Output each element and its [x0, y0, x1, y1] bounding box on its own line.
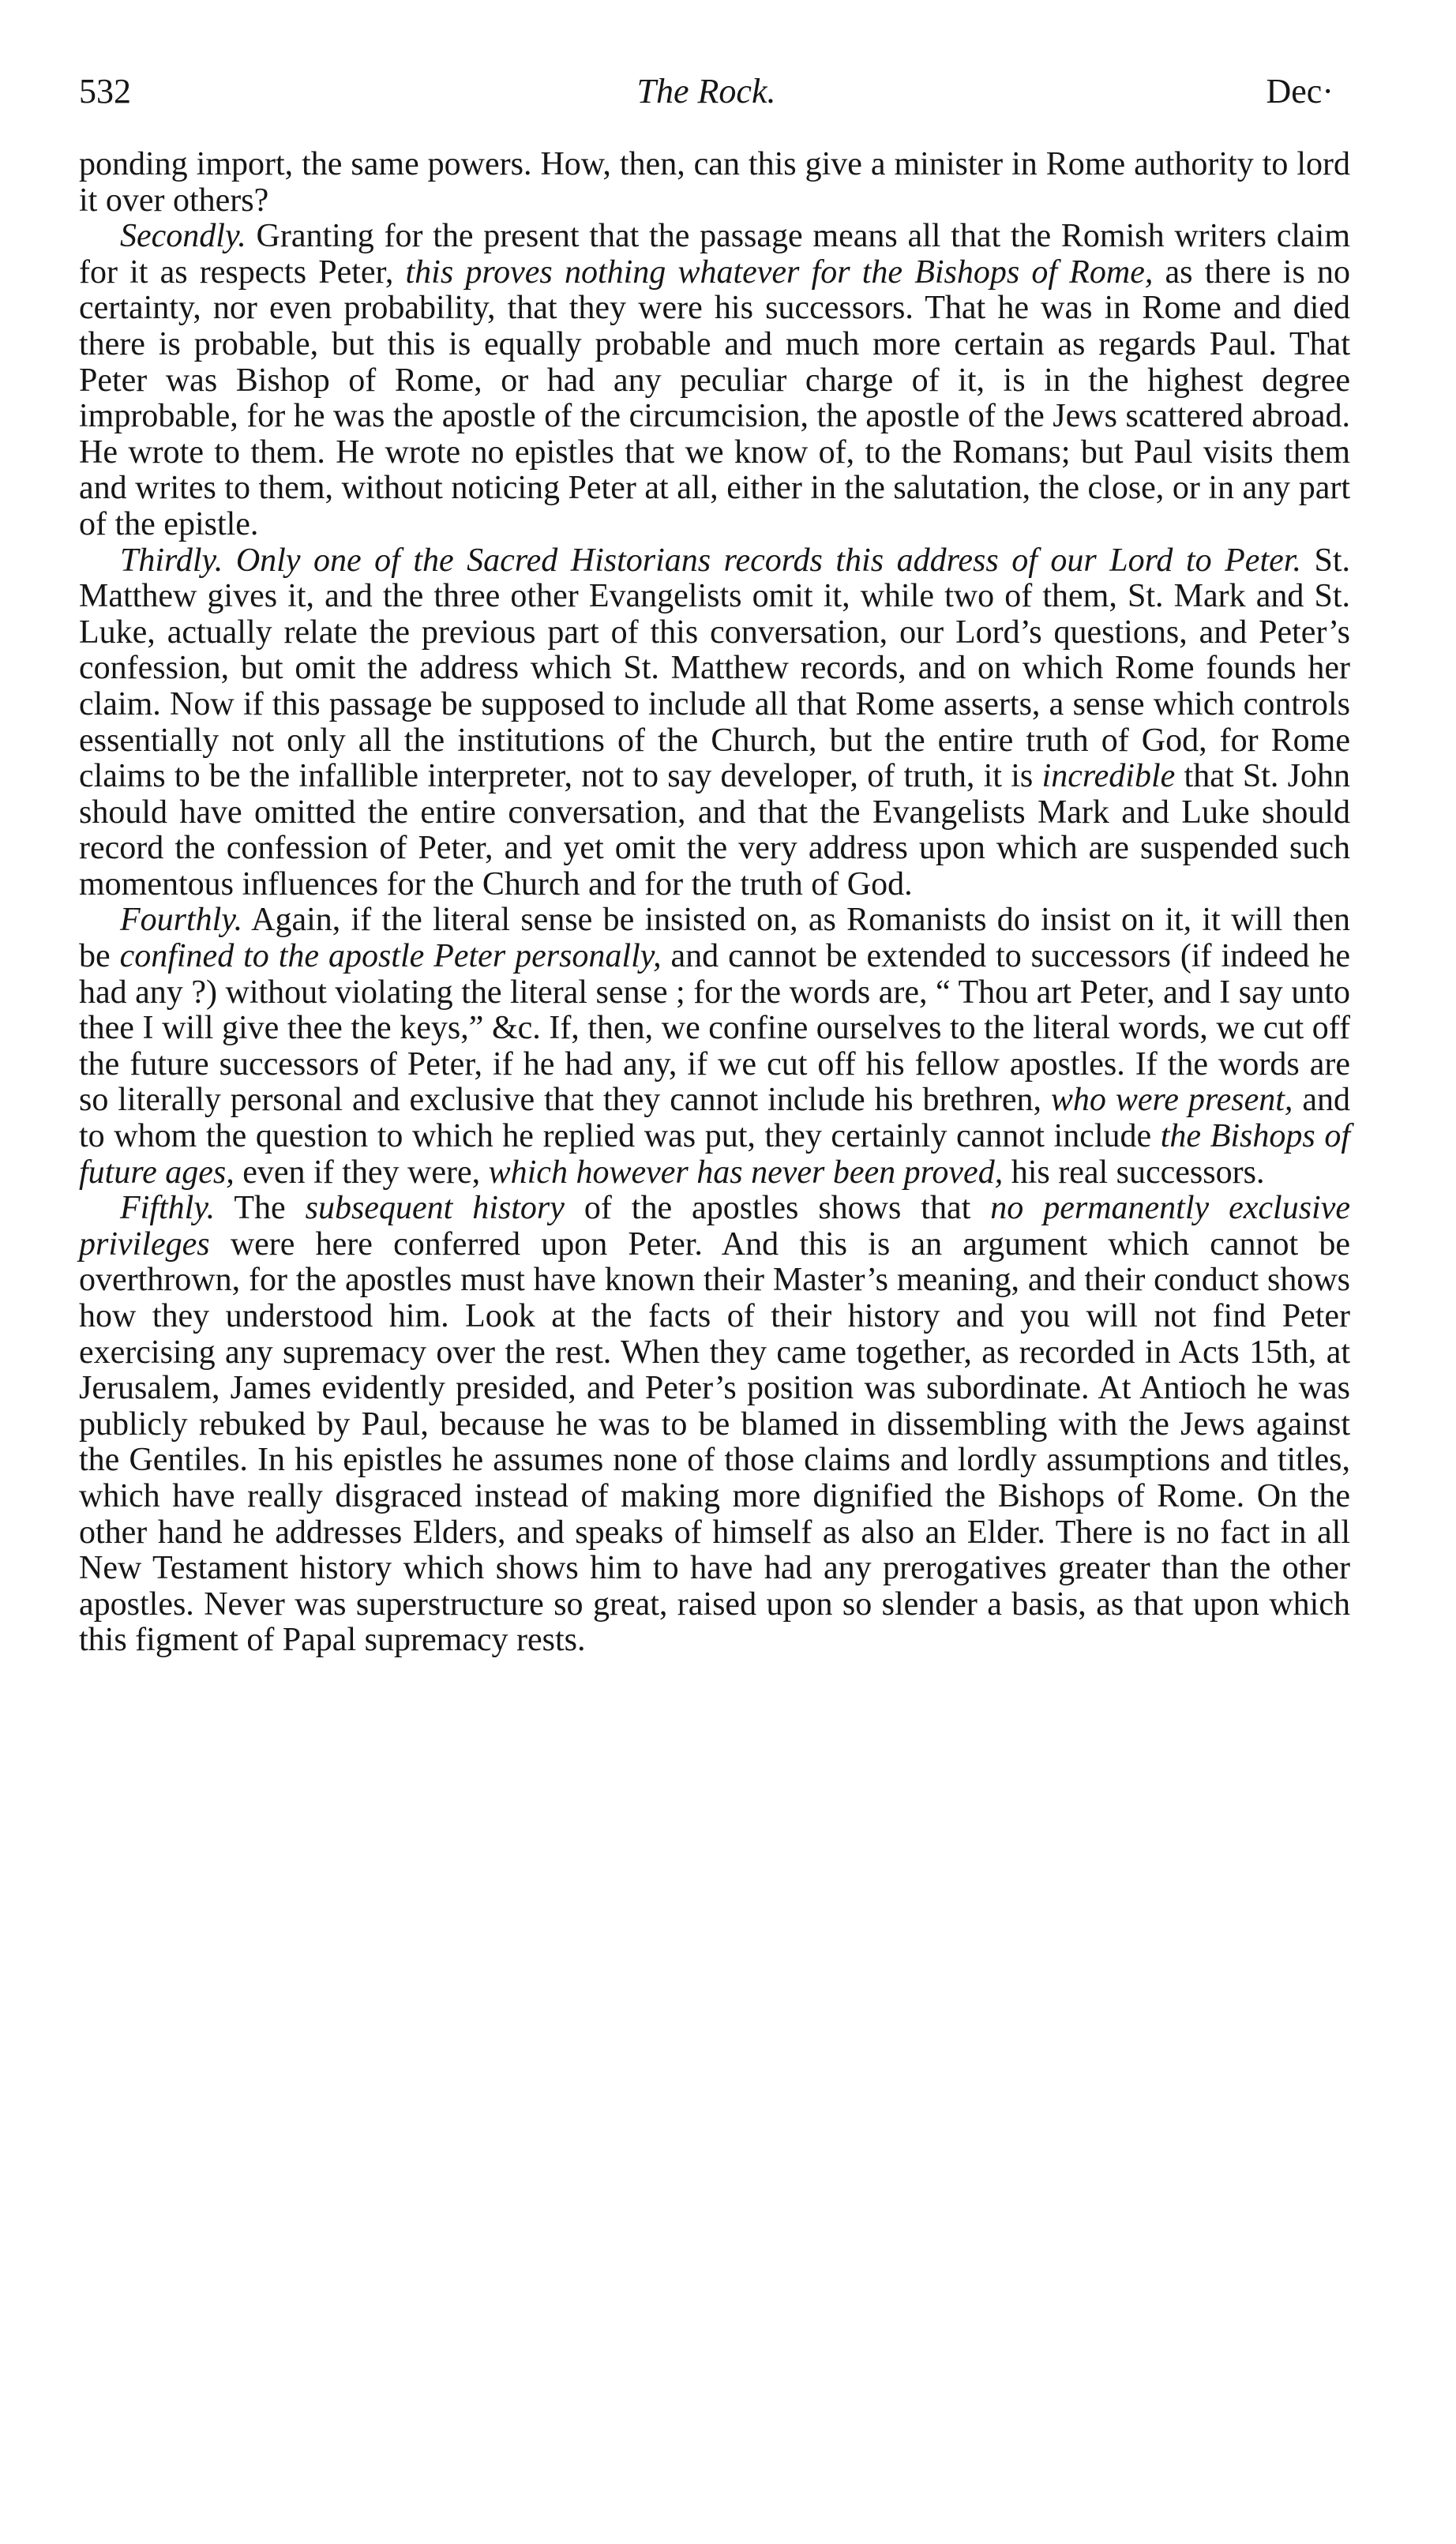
text-run: of the apostles shows that	[564, 1190, 991, 1227]
italic-run: subsequent history	[305, 1190, 565, 1227]
text-run: his real successors.	[1003, 1154, 1265, 1191]
italic-run: the Bishops of future ages,	[79, 1118, 1350, 1191]
italic-run: Fourthly.	[120, 902, 243, 939]
italic-run: which however has never been proved,	[488, 1154, 1004, 1191]
paragraph-fifthly	[79, 1191, 1350, 1659]
text-run: Again, if the literal sense be insisted on, as Romanists do insist on it, it will then be	[79, 902, 1350, 975]
text-run: St. Matthew gives it, and the three other Evangelists omit it, while two of them, St. Mark and St. Luke, actually relate the previous part of this conversation, our Lord’s questions, and Peter’s confession, but omit the address which St. Matthew records, and on which Rome founds her claim. Now if this passage be supposed to include all that Rome asserts, a sense which controls essentially not only all the institutions of the Church, but the entire truth of God, for Rome claims to be the infallible interpreter, not to say developer, of truth, it is	[79, 542, 1351, 795]
italic-run: who were present,	[1050, 1082, 1293, 1119]
italic-run: confined to the apostle Peter personally,	[119, 938, 662, 975]
text-run: and cannot be extended to successors (if indeed he had any ?) without violating the literal sense ; for the words are, “ Thou art Peter, and I say unto thee I will give thee the keys,” &c. If, then, we confine ourselves to the literal words, we cut off the future successors of Peter, if he had any, if we cut off his fellow apostles. If the words are so literally personal and exclusive that they cannot include his brethren,	[79, 938, 1350, 1119]
text-run: were here conferred upon Peter. And this is an argument which cannot be overthrown, for the apostles must have known their Master’s meaning, and their conduct shows how they understood him. Look at the facts of their history and you will not find Peter exercising any supremacy over the rest. When they came together, as recorded in Acts 15th, at Jerusalem, James evidently presided, and Peter’s position was subordinate. At Antioch he was publicly rebuked by Paul, because he was to be blamed in dissembling with the Jews against the Gentiles. In his epistles he assumes none of those claims and lordly assumptions and titles, which have really disgraced instead of making more dignified the Bishops of Rome. On the other hand he addresses Elders, and speaks of himself as also an Elder. There is no fact in all New Testament history which shows him to have had any prerogatives greater than the other apostles. Never was superstructure so great, raised upon so slender a basis, as that upon which this figment of Papal supremacy rests.	[79, 1225, 1350, 1659]
text-run: and to whom the question to which he replied was put, they certainly cannot include	[79, 1082, 1350, 1155]
text-run: that St. John should have omitted the entire conversation, and that the Evangelists Mark and Luke should record the confession of Peter, and yet omit the very address upon which are suspended such momentous influences for the Church and for the truth of God.	[79, 758, 1350, 902]
running-month: Dec·	[1266, 72, 1334, 111]
italic-run: incredible	[1041, 758, 1176, 795]
paragraph-secondly	[79, 219, 1350, 542]
paragraph-thirdly	[79, 543, 1350, 903]
paragraph-continuation	[79, 147, 1350, 219]
text-run: even if they were,	[234, 1154, 489, 1191]
text-run: The	[215, 1190, 306, 1227]
italic-run: this proves nothing whatever for the Bishops of Rome,	[405, 253, 1154, 291]
italic-run: Secondly.	[120, 218, 246, 255]
body-text	[79, 147, 1350, 1659]
italic-run: Fifthly.	[120, 1190, 216, 1227]
italic-run: Thirdly. Only one of the Sacred Historians records this address of our Lord to Peter.	[120, 542, 1301, 579]
page-number: 532	[79, 72, 131, 111]
running-title: The Rock.	[636, 72, 776, 111]
text-run: Granting for the present that the passage means all that the Romish writers claim for it as respects Peter,	[79, 218, 1350, 291]
text-run: ponding import, the same powers. How, then, can this give a minister in Rome authority to lord it over others?	[79, 146, 1350, 219]
paragraph-fourthly	[79, 902, 1350, 1191]
text-run: as there is no certainty, nor even probability, that they were his successors. That he was in Rome and died there is probable, but this is equally probable and much more certain as regards Paul. That Peter was Bishop of Rome, or had any peculiar charge of it, is in the highest degree improbable, for he was the apostle of the circumcision, the apostle of the Jews scattered abroad. He wrote to them. He wrote no epistles that we know of, to the Romans; but Paul visits them and writes to them, without noticing Peter at all, either in the salutation, the close, or in any part of the epistle.	[79, 253, 1350, 542]
italic-run: no permanently exclusive privileges	[79, 1190, 1350, 1263]
running-header	[79, 69, 1334, 117]
